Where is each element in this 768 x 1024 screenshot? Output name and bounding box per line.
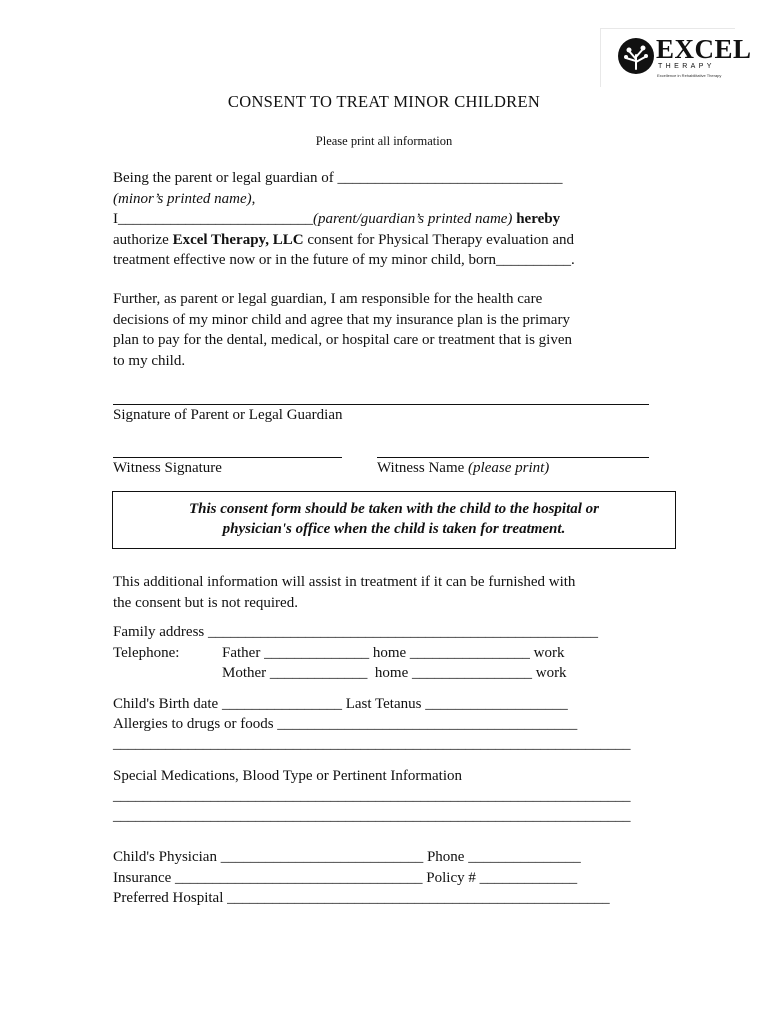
tree-emblem-icon <box>617 37 655 75</box>
witness-signature-label: Witness Signature <box>113 460 222 476</box>
consent-line-1: Being the parent or legal guardian of ______________________________ <box>113 170 563 186</box>
telephone-label: Telephone: <box>113 645 180 661</box>
parent-signature-label: Signature of Parent or Legal Guardian <box>113 407 343 423</box>
guardian-name-hint: (parent/guardian’s printed name) <box>313 211 513 227</box>
responsibility-line-2: decisions of my minor child and agree that my insurance plan is the primary <box>113 311 570 328</box>
additional-line-1: This additional information will assist in treatment if it can be furnished with <box>113 574 576 590</box>
allergies-continued-field[interactable]: _____________________________________________________________________ <box>113 736 631 752</box>
consent-line-3 <box>113 209 673 230</box>
consent-line-2 <box>113 189 673 210</box>
special-medications-line-1[interactable]: _____________________________________________________________________ <box>113 788 631 804</box>
consent-text: consent for Physical Therapy evaluation and <box>303 231 575 248</box>
logo-small-text: Excellence in Rehabilitative Therapy <box>657 74 722 78</box>
responsibility-line-1: Further, as parent or legal guardian, I am responsible for the health care <box>113 291 543 307</box>
notice-box <box>112 491 676 549</box>
consent-line-4 <box>113 230 673 251</box>
logo-wordmark: EXCEL <box>656 34 752 64</box>
physician-phone-field[interactable]: Child's Physician ___________________________ Phone _______________ <box>113 849 581 865</box>
additional-info-paragraph <box>113 572 673 613</box>
witness-name-label <box>377 460 549 477</box>
company-name: Excel Therapy, LLC <box>172 231 304 248</box>
authorize-text: authorize <box>113 231 173 248</box>
witness-signature-line[interactable] <box>113 457 342 458</box>
notice-line-1: This consent form should be taken with the child to the hospital or <box>188 501 600 517</box>
consent-line-5: treatment effective now or in the future of my minor child, born__________. <box>113 252 575 268</box>
additional-line-2: the consent but is not required. <box>113 594 298 611</box>
witness-name-text: Witness Name <box>377 460 469 476</box>
comma: , <box>251 190 256 207</box>
mother-phone-field[interactable]: Mother _____________ home ________________ work <box>222 665 567 681</box>
allergies-field[interactable]: Allergies to drugs or foods ________________________________________ <box>113 716 578 732</box>
responsibility-paragraph <box>113 289 673 371</box>
birth-tetanus-field[interactable]: Child's Birth date ________________ Last Tetanus ___________________ <box>113 696 568 712</box>
minor-name-hint: (minor’s printed name) <box>113 190 252 207</box>
notice-line-2: physician's office when the child is taken for treatment. <box>222 521 566 537</box>
page-subtitle: Please print all information <box>315 134 453 148</box>
special-medications-label: Special Medications, Blood Type or Pertinent Information <box>113 768 463 784</box>
special-medications-line-2[interactable]: _____________________________________________________________________ <box>113 808 631 824</box>
company-logo <box>600 28 752 87</box>
insurance-policy-field[interactable]: Insurance _________________________________ Policy # _____________ <box>113 870 578 886</box>
consent-paragraph <box>113 168 673 271</box>
witness-name-note: (please print) <box>468 460 550 476</box>
responsibility-line-3: plan to pay for the dental, medical, or hospital care or treatment that is given <box>113 332 573 348</box>
logo-tagline: THERAPY <box>658 63 715 70</box>
page-title: CONSENT TO TREAT MINOR CHILDREN <box>227 92 541 111</box>
family-address-field[interactable]: Family address ____________________________________________________ <box>113 624 598 640</box>
parent-signature-line[interactable] <box>113 404 649 405</box>
father-phone-field[interactable]: Father ______________ home ________________ work <box>222 645 565 661</box>
preferred-hospital-field[interactable]: Preferred Hospital ___________________________________________________ <box>113 890 610 906</box>
guardian-name-blank: I__________________________ <box>113 211 313 227</box>
responsibility-line-4: to my child. <box>113 352 186 369</box>
hereby-text: hereby <box>512 211 561 227</box>
witness-name-line[interactable] <box>377 457 649 458</box>
